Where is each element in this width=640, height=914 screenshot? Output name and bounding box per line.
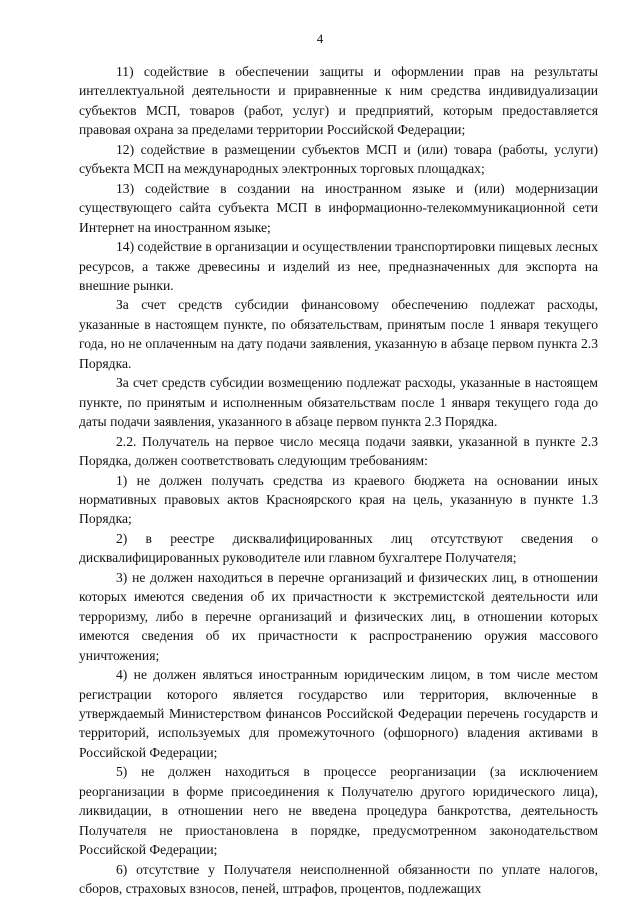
requirement-6: 6) отсутствие у Получателя неисполненной обязанности по уплате налогов, сборов, страховых взносов, пеней, штрафов, процентов, подлежащих <box>79 861 598 897</box>
paragraph-item-14: 14) содействие в организации и осуществлении транспортировки пищевых лесных ресурсов, а также древесины и изделий из нее, предназначенных для экспорта на внешние рынки. <box>79 239 598 293</box>
paragraph-item-12: 12) содействие в размещении субъектов МСП и (или) товара (работы, услуги) субъекта МСП на международных электронных торговых площадках; <box>79 141 598 177</box>
requirement-5: 5) не должен находиться в процессе реорганизации (за исключением реорганизации в форме присоединения к Получателю другого юридического лица), ликвидации, в отношении него не введена процедура банкротства, деятельность Получателя не приостановлена в порядке, предусмотренном законодательством Российской Федерации; <box>79 764 598 858</box>
document-body <box>79 62 598 898</box>
paragraph-reimbursement-expenses: За счет средств субсидии возмещению подлежат расходы, указанные в настоящем пункте, по принятым и исполненным обязательствам после 1 января текущего года до даты подачи заявления, указанного в абзаце первом пункта 2.3 Порядка. <box>79 375 598 430</box>
requirement-4: 4) не должен являться иностранным юридическим лицом, в том числе местом регистрации которого является государство или территория, включенные в утверждаемый Министерством финансов Российской Федерации перечень государств и территорий, используемых для промежуточного (офшорного) владения активами в Российской Федерации; <box>79 667 598 760</box>
requirement-3: 3) не должен находиться в перечне организаций и физических лиц, в отношении которых имеются сведения об их причастности к экстремистской деятельности или терроризму, либо в перечне организаций и физических лиц, в отношении которых имеются сведения об их причастности к распространению оружия массового уничтожения; <box>79 569 598 663</box>
requirement-1: 1) не должен получать средства из краевого бюджета на основании иных нормативных правовых актов Красноярского края на цель, указанную в пункте 1.3 Порядка; <box>79 472 598 527</box>
paragraph-item-11: 11) содействие в обеспечении защиты и оформлении прав на результаты интеллектуальной деятельности и приравненные к ним средства индивидуализации субъектов МСП, товаров (работ, услуг) и предприятий, которым предоставляется правовая охрана за пределами территории Российской Федерации; <box>79 64 598 138</box>
paragraph-section-2-2: 2.2. Получатель на первое число месяца подачи заявки, указанной в пункте 2.3 Порядка, должен соответствовать следующим требованиям: <box>79 433 598 469</box>
page-number: 4 <box>316 31 324 46</box>
requirement-2: 2) в реестре дисквалифицированных лиц отсутствуют сведения о дисквалифицированных руководителе или главном бухгалтере Получателя; <box>79 530 598 566</box>
paragraph-item-13: 13) содействие в создании на иностранном языке и (или) модернизации существующего сайта субъекта МСП в информационно-телекоммуникационной сети Интернет на иностранном языке; <box>79 180 598 235</box>
paragraph-financing-expenses: За счет средств субсидии финансовому обеспечению подлежат расходы, указанные в настоящем пункте, по обязательствам, принятым после 1 января текущего года, но не оплаченным на дату подачи заявления, указанную в абзаце первом пункта 2.3 Порядка. <box>79 297 598 371</box>
